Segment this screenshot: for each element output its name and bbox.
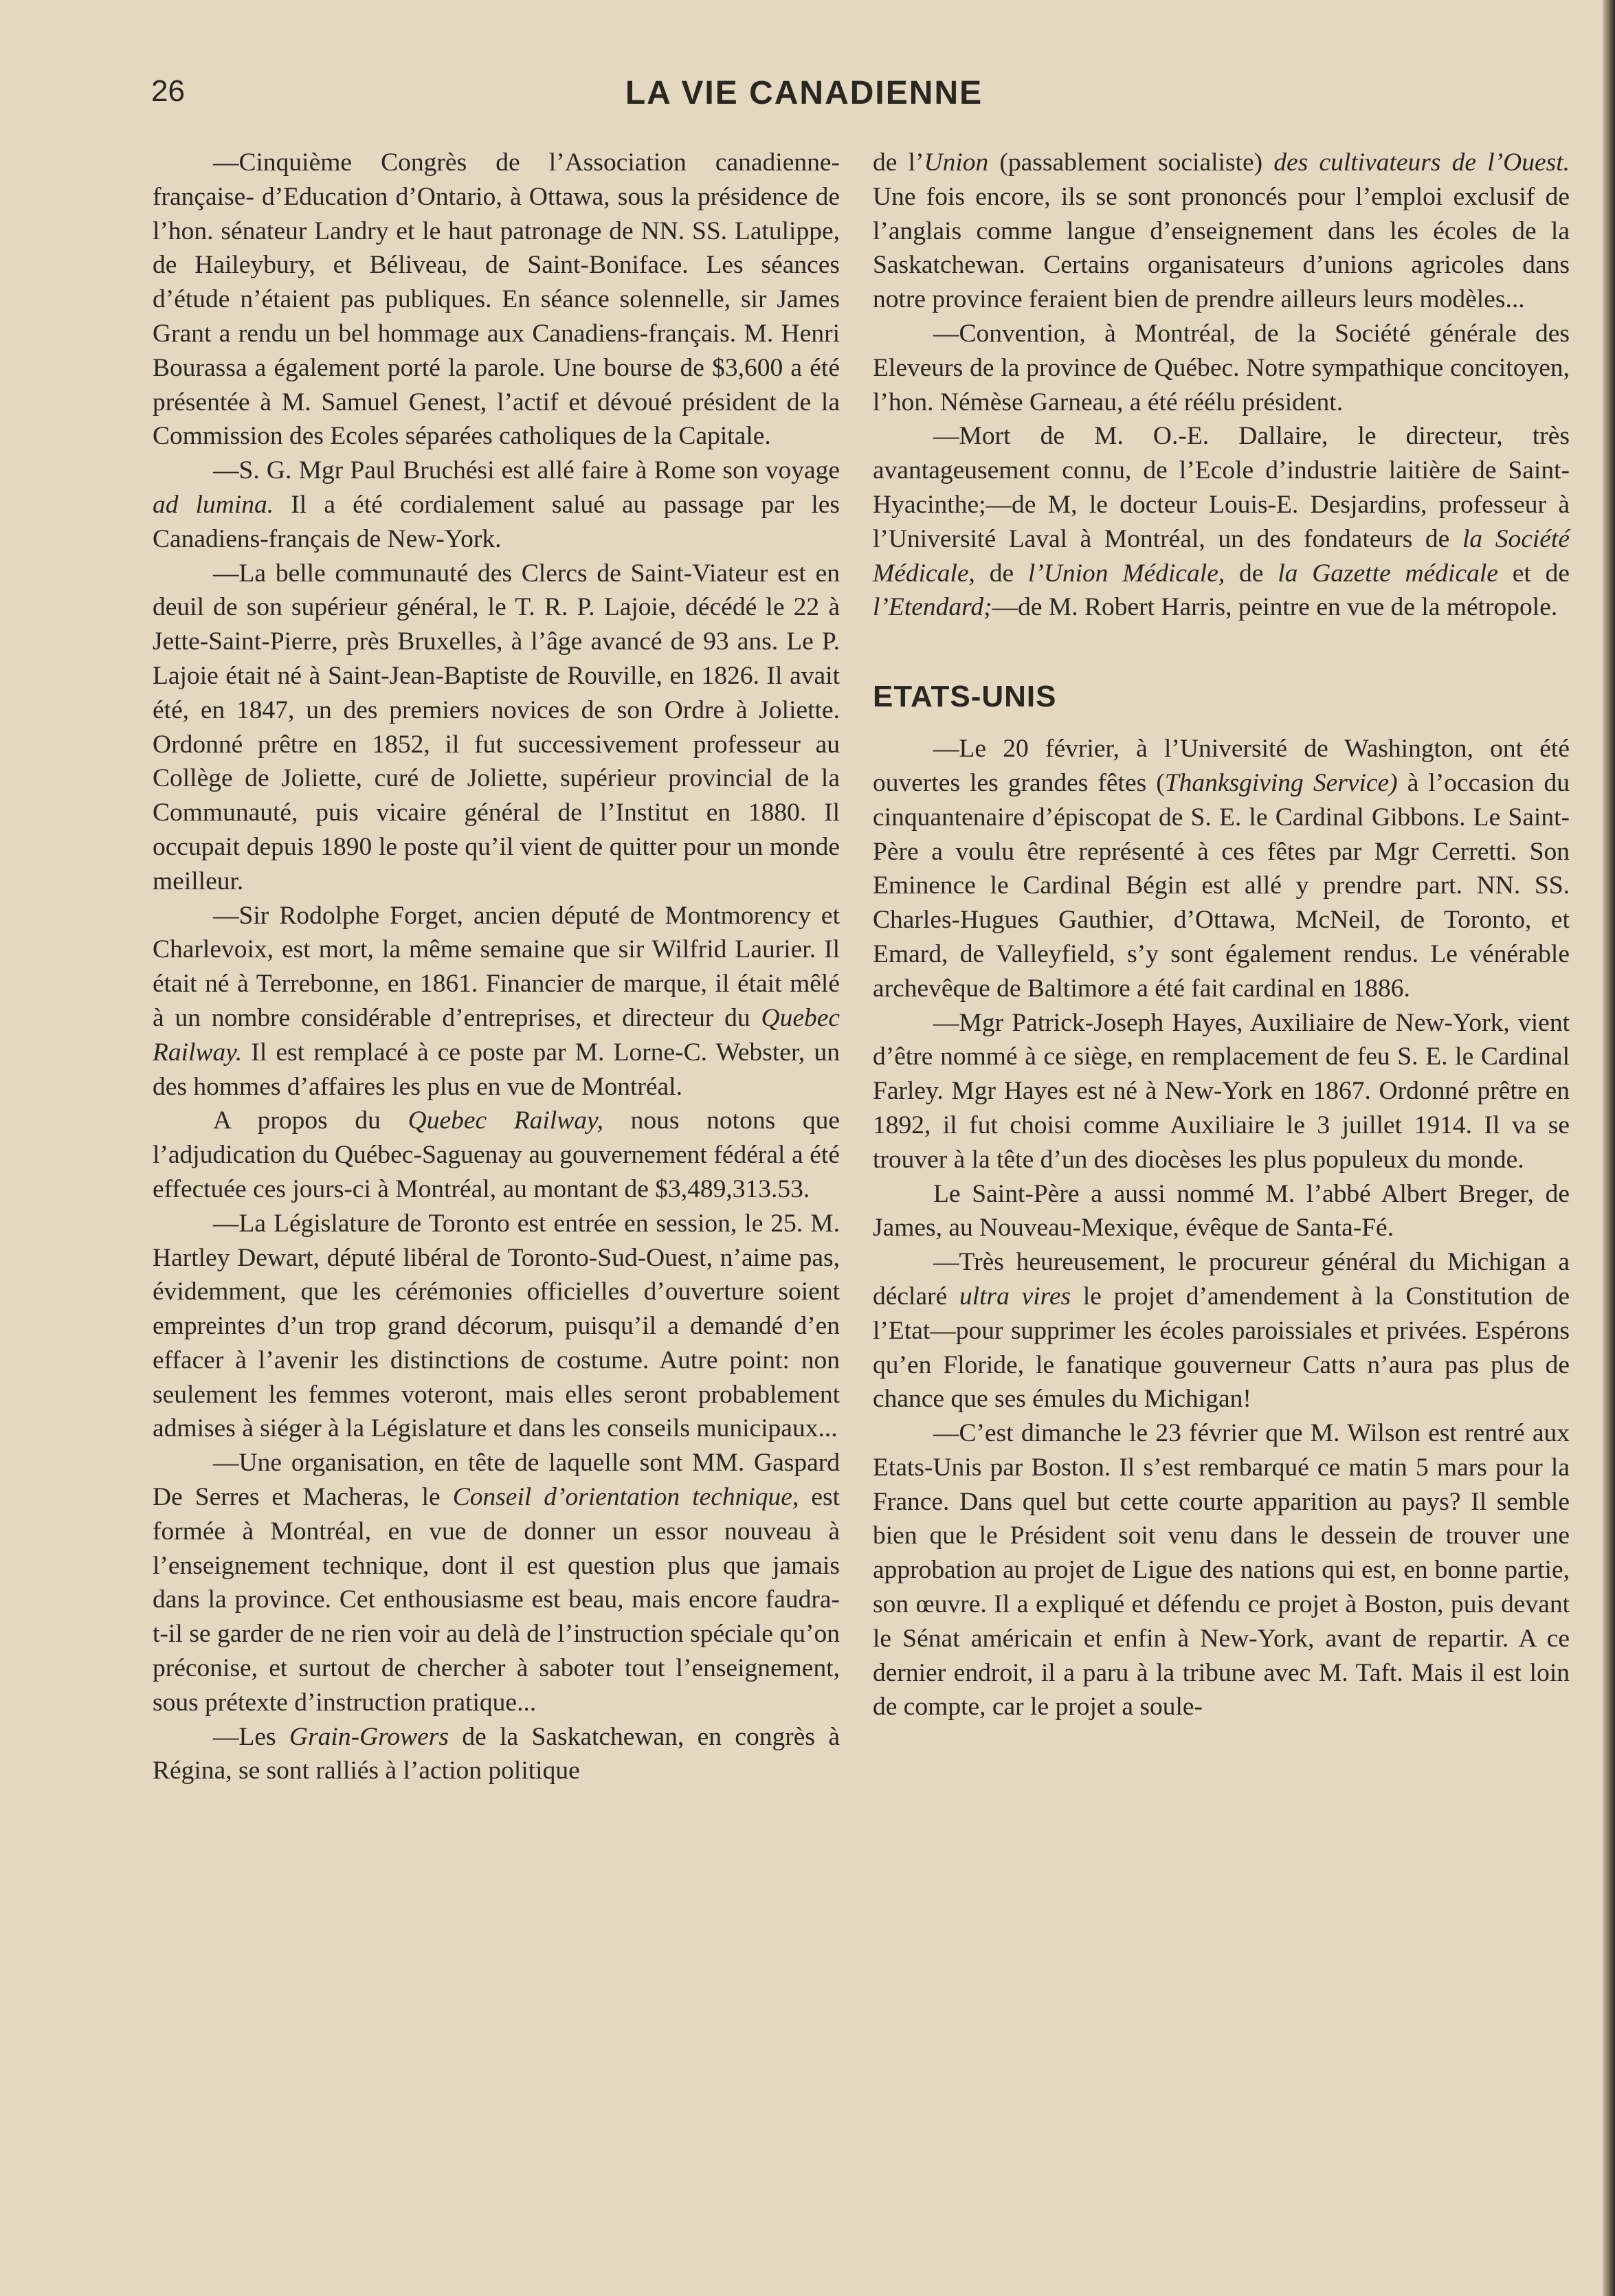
left-column — [153, 146, 840, 1788]
paragraph-hayes: —Mgr Patrick-Joseph Hayes, Auxiliaire de New-York, vient d’être nommé à ce siège, en remplacement de feu S. E. le Cardinal Farley. Mgr Hayes est né à New-York en 1867. Ordonné prêtre en 1892, il fut choisi comme Auxiliaire le 3 juillet 1914. Il va se trouver à la tête d’un des diocèses les plus populeux du monde. — [873, 1008, 1570, 1174]
paragraph-gibbons: —Le 20 février, à l’Université de Washington, ont été ouvertes les grandes fêtes (Thanksgiving Service) à l’occasion du cinquantenaire d’épiscopat de S. E. le Cardinal Gibbons. Le Saint-Père a voulu être représenté à ces fêtes par Mgr Cerretti. Son Eminence le Cardinal Bégin est allé y prendre part. NN. SS. Charles-Hugues Gauthier, d’Ottawa, McNeil, de Toronto, et Emard, de Valleyfield, s’y sont également rendus. Le vénérable archevêque de Baltimore a été fait cardinal en 1886. — [873, 735, 1570, 1003]
paragraph-congres-ontario: —Cinquième Congrès de l’Association canadienne-française- d’Education d’Ontario, à Ottawa, sous la présidence de l’hon. sénateur Landry et le haut patronage de NN. SS. Latulippe, de Haileybury, et Béliveau, de Saint-Boniface. Les séances d’étude n’étaient pas publiques. En séance solennelle, sir James Grant a rendu un bel hommage aux Canadiens-français. M. Henri Bourassa a également porté la parole. Une bourse de $3,600 a été présentée à M. Samuel Genest, l’actif et dévoué président de la Commission des Ecoles séparées catholiques de la Capitale. — [153, 148, 840, 451]
paragraph-clercs-saint-viateur: —La belle communauté des Clercs de Saint-Viateur est en deuil de son supérieur général, le T. R. P. Lajoie, décédé le 22 à Jette-Saint-Pierre, près Bruxelles, à l’âge avancé de 93 ans. Le P. Lajoie était né à Saint-Jean-Baptiste de Rouville, en 1826. Il avait été, en 1847, un des premiers novices de son Ordre à Joliette. Ordonné prêtre en 1852, il fut successivement professeur au Collège de Joliette, curé de Joliette, supérieur provincial de la Communauté, puis vicaire général de l’Institut en 1880. Il occupait depuis 1890 le poste qu’il vient de quitter pour un monde meilleur. — [153, 559, 840, 895]
page-edge-shadow — [1603, 0, 1615, 2296]
paragraph-union-cultivateurs: de l’Union (passablement socialiste) des cultivateurs de l’Ouest. Une fois encore, ils se sont prononcés pour l’emploi exclusif de l’anglais comme langue d’enseignement dans les écoles de la Saskatchewan. Certains organisateurs d’unions agricoles dans notre province feraient bien de prendre ailleurs leurs modèles... — [873, 148, 1570, 314]
paragraph-breger: Le Saint-Père a aussi nommé M. l’abbé Albert Breger, de James, au Nouveau-Mexique, évêque de Santa-Fé. — [873, 1179, 1570, 1242]
paragraph-dallaire: —Mort de M. O.-E. Dallaire, le directeur, très avantageusement connu, de l’Ecole d’industrie laitière de Saint-Hyacinthe;—de M, le docteur Louis-E. Desjardins, professeur à l’Université Laval à Montréal, un des fondateurs de la Société Médicale, de l’Union Médicale, de la Gazette médicale et de l’Etendard;—de M. Robert Harris, peintre en vue de la métropole. — [873, 422, 1570, 622]
right-column — [873, 146, 1570, 1724]
paragraph-quebec-railway: A propos du Quebec Railway, nous notons que l’adjudication du Québec-Saguenay au gouvernement fédéral a été effectuée ces jours-ci à Montréal, au montant de $3,489,313.53. — [153, 1106, 840, 1203]
paragraph-grain-growers: —Les Grain-Growers de la Saskatchewan, en congrès à Régina, se sont ralliés à l’action politique — [153, 1722, 840, 1785]
running-title: LA VIE CANADIENNE — [625, 75, 983, 111]
page-number: 26 — [151, 74, 185, 108]
paragraph-bruchesi: —S. G. Mgr Paul Bruchési est allé faire à Rome son voyage ad lumina. Il a été cordialement salué au passage par les Canadiens-français de New-York. — [153, 456, 840, 553]
paragraph-conseil-orientation: —Une organisation, en tête de laquelle sont MM. Gaspard De Serres et Macheras, le Conseil d’orientation technique, est formée à Montréal, en vue de donner un essor nouveau à l’enseignement technique, dont il est question plus que jamais dans la province. Cet enthousiasme est beau, mais encore faudra-t-il se garder de ne rien voir au delà de l’instruction spéciale qu’on préconise, et surtout de chercher à saboter tout l’enseignement, sous prétexte d’instruction pratique... — [153, 1449, 840, 1717]
paragraph-eleveurs: —Convention, à Montréal, de la Société générale des Eleveurs de la province de Québec. Notre sympathique concitoyen, l’hon. Némèse Garneau, a été réélu président. — [873, 319, 1570, 416]
paragraph-rodolphe-forget: —Sir Rodolphe Forget, ancien député de Montmorency et Charlevoix, est mort, la même semaine que sir Wilfrid Laurier. Il était né à Terrebonne, en 1861. Financier de marque, il était mêlé à un nombre considérable d’entreprises, et directeur du Quebec Railway. Il est remplacé à ce poste par M. Lorne-C. Webster, un des hommes d’affaires les plus en vue de Montréal. — [153, 901, 840, 1101]
paragraph-wilson: —C’est dimanche le 23 février que M. Wilson est rentré aux Etats-Unis par Boston. Il s’est rembarqué ce matin 5 mars pour la France. Dans quel but cette courte apparition au pays? Il semble bien que le Président soit venu dans le dessein de trouver une approbation au projet de Ligue des nations qui est, en bonne partie, son œuvre. Il a expliqué et défendu ce projet à Boston, puis devant le Sénat américain et enfin à New-York, avant de repartir. A ce dernier endroit, il a paru à la tribune avec M. Taft. Mais il est loin de compte, car le projet a soule- — [873, 1419, 1570, 1721]
section-heading-etats-unis: ETATS-UNIS — [873, 680, 1057, 714]
paragraph-michigan: —Très heureusement, le procureur général du Michigan a déclaré ultra vires le projet d’amendement à la Constitution de l’Etat—pour supprimer les écoles paroissiales et privées. Espérons qu’en Floride, le fanatique gouverneur Catts n’aura pas plus de chance que ses émules du Michigan! — [873, 1248, 1570, 1414]
page-header — [144, 74, 1464, 115]
paragraph-legislature-toronto: —La Législature de Toronto est entrée en session, le 25. M. Hartley Dewart, député libéral de Toronto-Sud-Ouest, n’aime pas, évidemment, que les cérémonies officielles d’ouverture soient empreintes d’un trop grand décorum, puisqu’il a demandé d’en effacer à l’avenir les distinctions de costume. Autre point: non seulement les femmes voteront, mais elles seront probablement admises à siéger à la Législature et dans les conseils municipaux... — [153, 1209, 840, 1443]
